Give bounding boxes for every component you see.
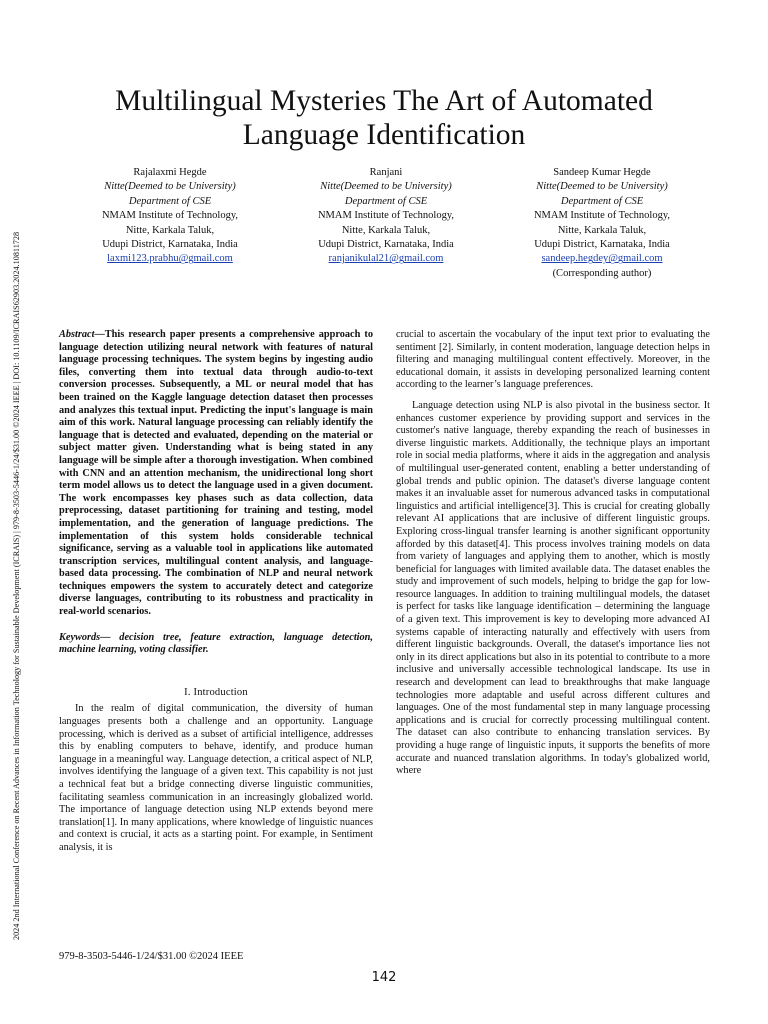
author-block bbox=[60, 166, 710, 286]
author-email-link[interactable]: laxmi123.prabhu@gmail.com bbox=[107, 253, 233, 265]
keywords: Keywords— decision tree, feature extraction, language detection, machine learning, voting classifier. bbox=[59, 631, 373, 656]
right-paragraph-1: crucial to ascertain the vocabulary of the input text prior to evaluating the sentiment [2]. Similarly, in content moderation, language detection helps in filtering and managing multilingual content effectively. Moreover, in the educational domain, it assists in developing personalized learning content according to the learner’s language preferences. bbox=[396, 329, 710, 391]
right-paragraph-2: Language detection using NLP is also pivotal in the business sector. It enhances customer experience by providing support and services in the customer's native language, thereby expanding the reach of businesses in diverse linguistic markets. Additionally, the technique plays an important role in social media platforms, where it aids in the aggregation and analysis of multilingual user-generated content, enabling a better understanding of global trends and public opinion. The dataset's diverse language content makes it an invaluable asset for numerous advanced tasks in computational linguistics and artificial intelligence[3]. This is crucial for creating globally relevant AI applications that are inclusive of different linguistic groups. Exploring cross-lingual transfer learning is another significant opportunity afforded by this dataset[4]. This process involves training models on data from variety of languages and applying them to another, which is mostly beneficial for languages with limited available data. The dataset enables the study and improvement of such models, helping to bridge the gap for low-resource languages. In addition to training multilingual models, the dataset is perfect for tasks like language identification – determining the language of a given text. This improvement is key to developing more advanced AI systems capable of interacting naturally and effectively with users from different linguistic backgrounds. Overall, the dataset's importance lies not only in its direct applications but also in its potential to contribute to a more inclusive and universally accessible technological landscape. Its use in research and development can lead to breakthroughs that make language technologies more adaptable and useful across different cultures and languages. One of the most fundamental step in many language processing applications and is crucial for correctly processing multilingual content. The dataset can also contribute to enhancing translation services. By providing a huge range of linguistic inputs, it supports the benefits of more accurate and nuanced translation algorithms. In today's globalized world, where bbox=[396, 399, 710, 777]
corresponding-author-note: (Corresponding author) bbox=[552, 267, 652, 279]
abstract-text: —This research paper presents a comprehensive approach to language detection utilizing neural network with features of natural language processing techniques. The system begins by ingesting audio files, converting them into textual data through audio-to-text conversion processes. Subsequently, a ML or neural model that has been trained on the Kaggle language detection dataset then processes and analyzes this textual input. Predicting the input's language is main aim of this work. Natural language processing can reliably identify the language that is detected and evaluated, depending on the material or subject matter given. Understanding what is being stated in any language will be simple after a thorough investigation. When combined with CNN and an attention mechanism, the unidirectional long short term model allows us to detect the language used in a given document. The work encompasses key phases such as data collection, data preprocessing, dataset partitioning for training and testing, model implementation, and the generation of language predictions. The implementation of this system holds considerable technical significance, serving as a valuable tool in applications like automated transcription services, multilingual content analysis, and language-based data processing. The combination of NLP and neural network techniques empowers the system to accurately detect and categorize diverse languages, contributing to its robustness and practicality in real-world scenarios. bbox=[59, 329, 373, 618]
author-address-1: Nitte, Karkala Taluk, bbox=[341, 224, 431, 236]
abstract bbox=[59, 329, 373, 619]
sidebar-citation: 2024 2nd International Conference on Recent Advances in Information Technology for Sustainable Development (ICRAIS) | 979-8-3503-5446-1/24/$31.00 ©2024 IEEE | DOI: 10.1109/ICRAIS62903.2024.10811728 bbox=[12, 231, 21, 940]
footer-copyright: 979-8-3503-5446-1/24/$31.00 ©2024 IEEE bbox=[59, 951, 244, 962]
author-address-2: Udupi District, Karnataka, India bbox=[102, 239, 238, 251]
page-number: 142 bbox=[371, 970, 397, 985]
left-column bbox=[59, 329, 373, 855]
author-name: Rajalaxmi Hegde bbox=[133, 167, 207, 178]
author-institute: NMAM Institute of Technology, bbox=[533, 210, 671, 222]
author-2 bbox=[276, 166, 496, 267]
author-department: Department of CSE bbox=[344, 195, 428, 207]
right-column bbox=[396, 329, 710, 778]
author-institute: NMAM Institute of Technology, bbox=[317, 210, 455, 222]
author-address-1: Nitte, Karkala Taluk, bbox=[125, 224, 215, 236]
author-1 bbox=[60, 166, 280, 267]
author-university: Nitte(Deemed to be University) bbox=[536, 181, 668, 193]
author-name: Ranjani bbox=[369, 167, 403, 178]
author-department: Department of CSE bbox=[560, 195, 644, 207]
author-address-2: Udupi District, Karnataka, India bbox=[534, 239, 670, 251]
author-address-2: Udupi District, Karnataka, India bbox=[318, 239, 454, 251]
author-email-link[interactable]: ranjanikulal21@gmail.com bbox=[328, 253, 444, 265]
conference-sidebar bbox=[12, 90, 28, 940]
author-3 bbox=[492, 166, 712, 281]
author-name: Sandeep Kumar Hegde bbox=[553, 167, 651, 178]
author-institute: NMAM Institute of Technology, bbox=[101, 210, 239, 222]
intro-paragraph-1: In the realm of digital communication, the diversity of human languages presents both a challenge and an opportunity. Language processing, which is derived as a subset of artificial intelligence, addresses this by enabling computers to behave, identify, and produce human language in a meaningful way. Language detection, a critical aspect of NLP, involves identifying the language of a given text. This capability is not just a technical feat but a bridge connecting diverse linguistic communities, facilitating seamless communication in an increasingly globalized world. The importance of language detection using NLP extends beyond mere translation[1]. In many applications, where knowledge of linguistic nuances and context is crucial, it acts as a starting point. For example, in Sentiment analysis, it is bbox=[59, 703, 373, 853]
author-university: Nitte(Deemed to be University) bbox=[104, 181, 236, 193]
author-email-link[interactable]: sandeep.hegdey@gmail.com bbox=[541, 253, 663, 265]
author-department: Department of CSE bbox=[128, 195, 212, 207]
abstract-lead: Abstract bbox=[59, 329, 95, 340]
author-address-1: Nitte, Karkala Taluk, bbox=[557, 224, 647, 236]
title-line-2: Language Identification bbox=[242, 119, 526, 151]
section-heading-introduction: I. Introduction bbox=[184, 686, 248, 698]
paper-title bbox=[60, 84, 708, 152]
author-university: Nitte(Deemed to be University) bbox=[320, 181, 452, 193]
title-line-1: Multilingual Mysteries The Art of Automated bbox=[115, 85, 653, 117]
